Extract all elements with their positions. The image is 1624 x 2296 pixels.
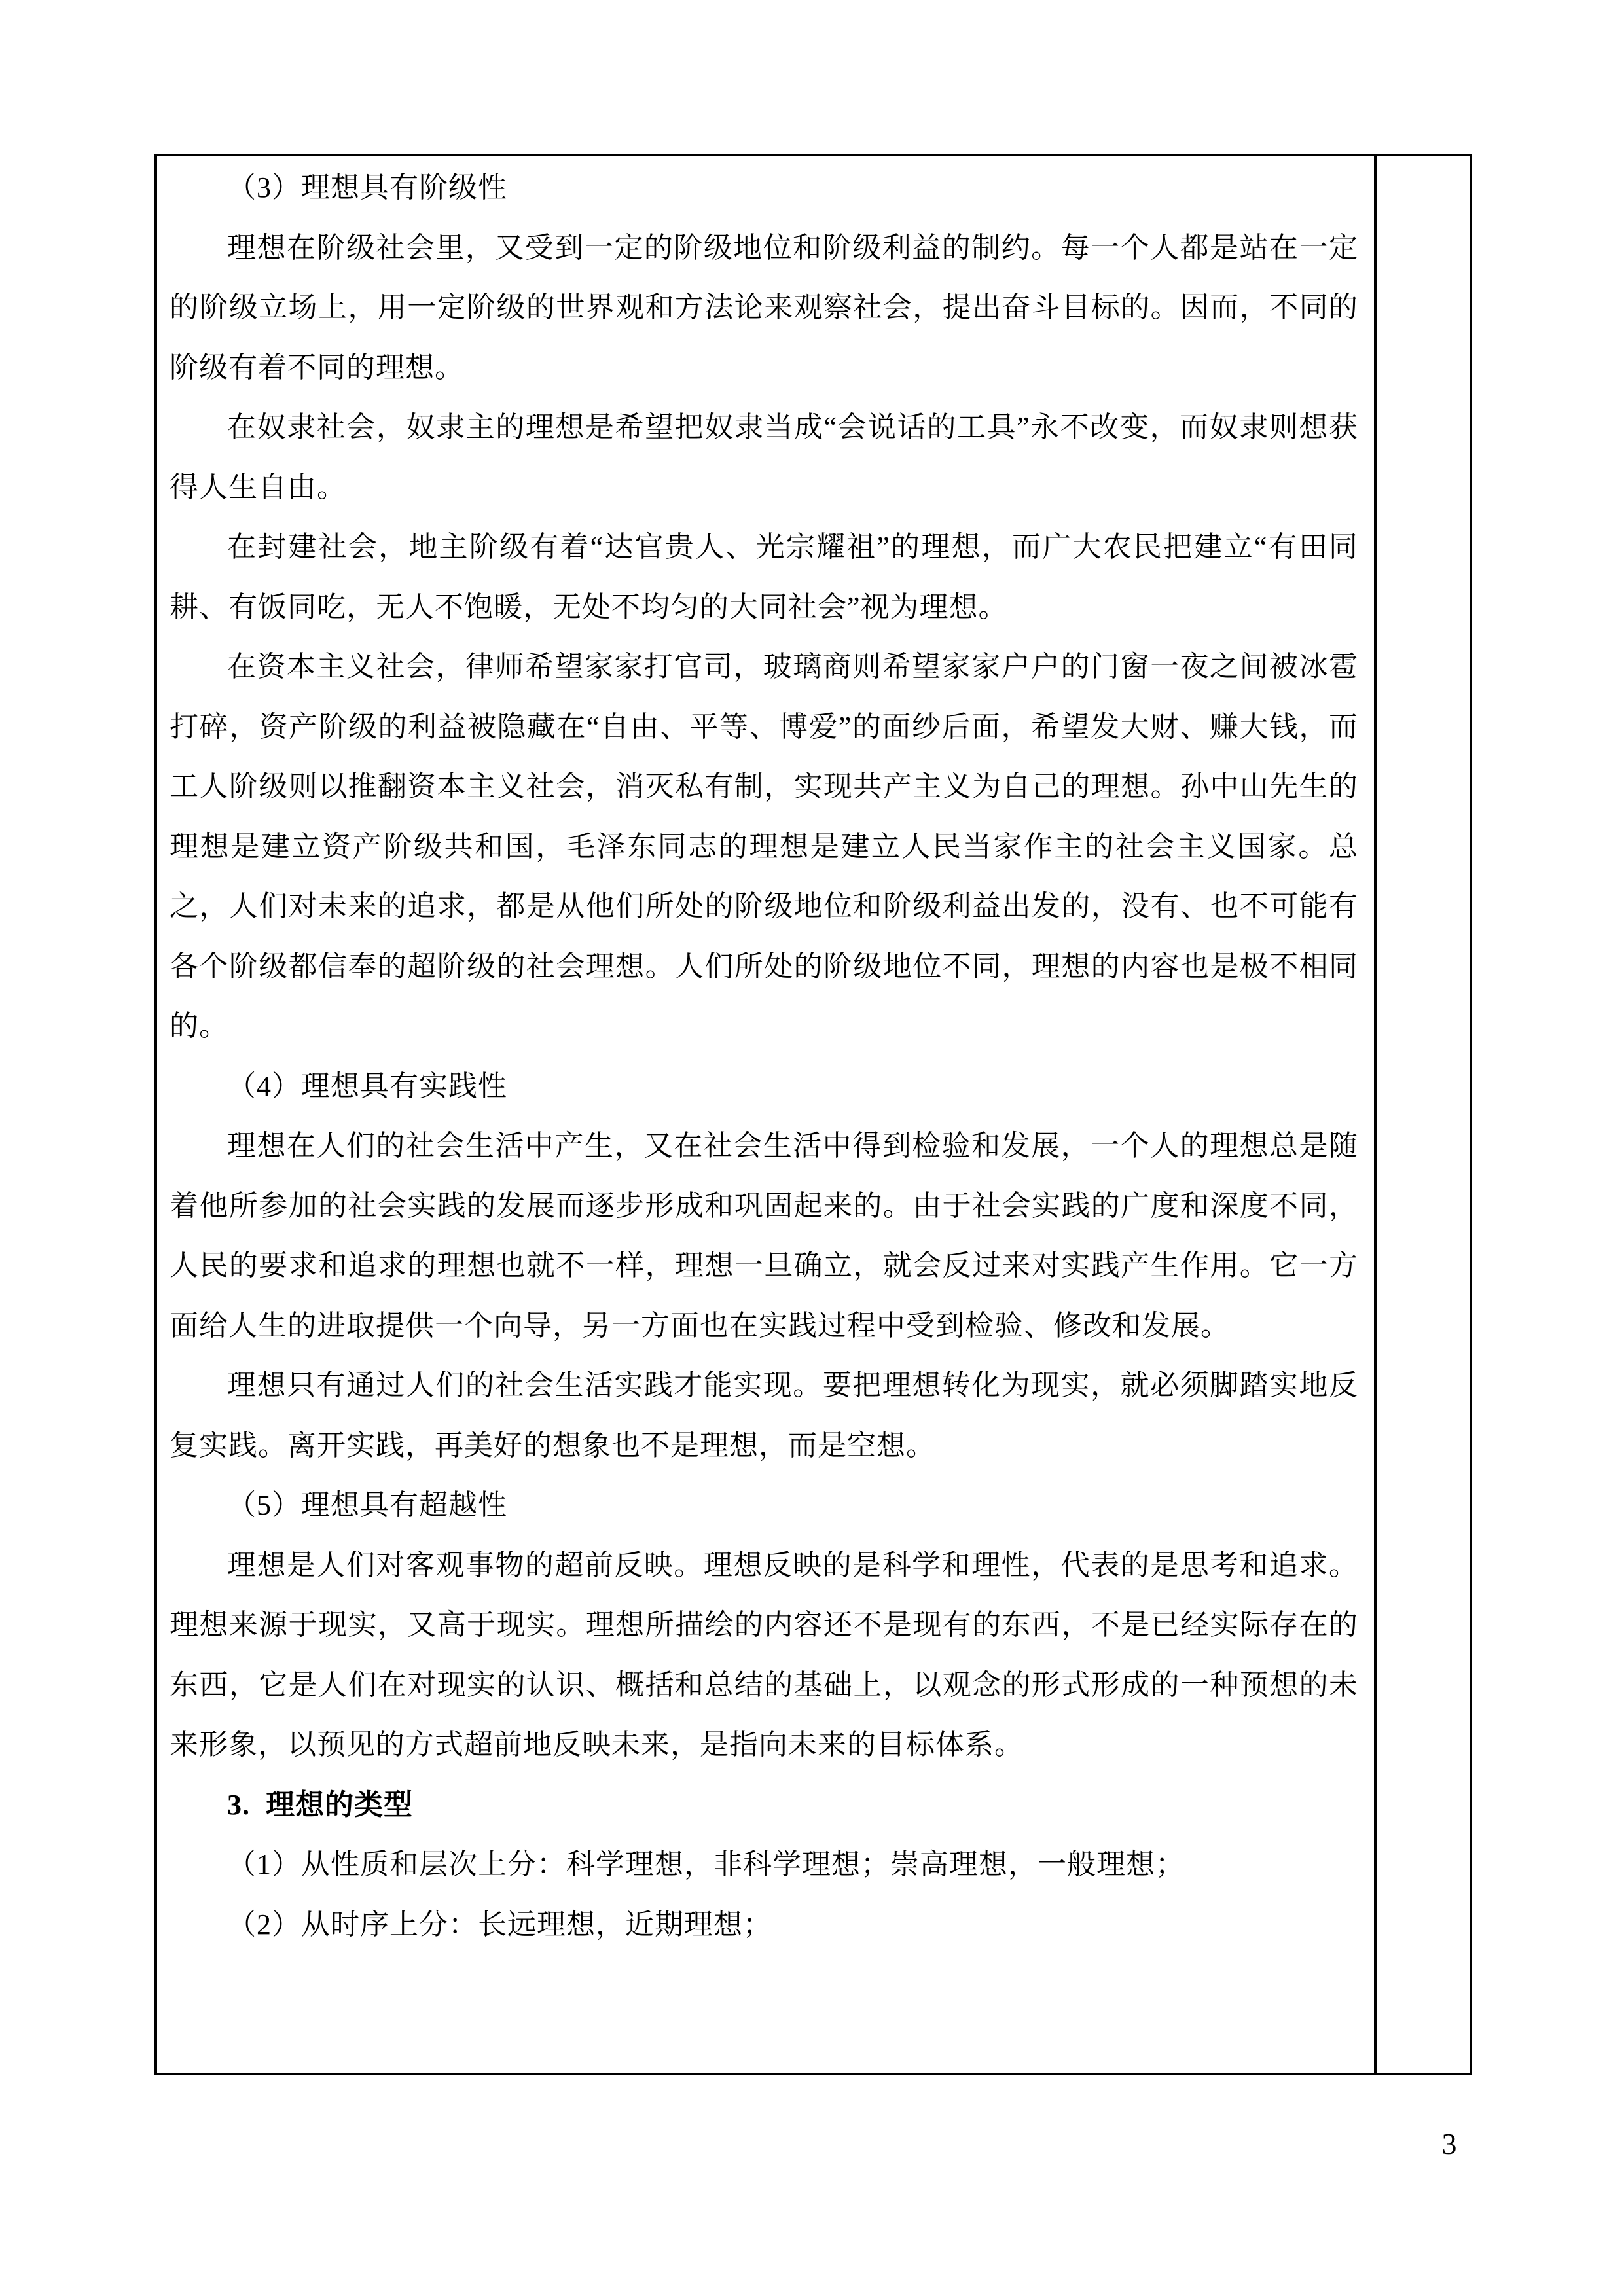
page-number: 3 (1441, 2127, 1457, 2161)
item-type-by-nature-level: （1）从性质和层次上分：科学理想，非科学理想；崇高理想，一般理想； (227, 1848, 1185, 1880)
para-transcendence: 理想是人们对客观事物的超前反映。理想反映的是科学和理性，代表的是思考和追求。理想来源于现实，又高于现实。理想所描绘的内容还不是现有的东西，不是已经实际存在的东西，它是人们在对现实的认识、概括和总结的基础上，以观念的形式形成的一种预想的未来形象，以预见的方式超前地反映未来，是指向未来的目标体系。 (170, 1549, 1358, 1761)
item-type-by-time-order: （2）从时序上分：长远理想，近期理想； (227, 1908, 772, 1941)
para-practice-realization: 理想只有通过人们的社会生活实践才能实现。要把理想转化为现实，就必须脚踏实地反复实践。离开实践，再美好的想象也不是理想，而是空想。 (170, 1369, 1358, 1462)
side-column-empty (1377, 156, 1470, 2073)
para-feudal-society: 在封建社会，地主阶级有着“达官贵人、光宗耀祖”的理想，而广大农民把建立“有田同耕、有饭同吃，无人不饱暖，无处不均匀的大同社会”视为理想。 (170, 531, 1358, 623)
para-slave-society: 在奴隶社会，奴隶主的理想是希望把奴隶当成“会说话的工具”永不改变，而奴隶则想获得人生自由。 (170, 411, 1358, 503)
heading-5-transcendence: （5）理想具有超越性 (227, 1489, 507, 1521)
para-practice-formation: 理想在人们的社会生活中产生，又在社会生活中得到检验和发展，一个人的理想总是随着他所参加的社会实践的发展而逐步形成和巩固起来的。由于社会实践的广度和深度不同，人民的要求和追求的理想也就不一样，理想一旦确立，就会反过来对实践产生作用。它一方面给人生的进取提供一个向导，另一方面也在实践过程中受到检验、修改和发展。 (170, 1130, 1358, 1342)
para-capitalist-society: 在资本主义社会，律师希望家家打官司，玻璃商则希望家家户户的门窗一夜之间被冰雹打碎，资产阶级的利益被隐藏在“自由、平等、博爱”的面纱后面，希望发大财、赚大钱，而工人阶级则以推翻资本主义社会，消灭私有制，实现共产主义为自己的理想。孙中山先生的理想是建立资产阶级共和国，毛泽东同志的理想是建立人民当家作主的社会主义国家。总之，人们对未来的追求，都是从他们所处的阶级地位和阶级利益出发的，没有、也不可能有各个阶级都信奉的超阶级的社会理想。人们所处的阶级地位不同，理想的内容也是极不相同的。 (170, 651, 1358, 1042)
content-table (154, 154, 1472, 2075)
heading-ideal-types: 3. 理想的类型 (227, 1788, 413, 1821)
heading-3-class-nature: （3）理想具有阶级性 (227, 171, 507, 204)
heading-4-practicality: （4）理想具有实践性 (227, 1069, 507, 1102)
main-text-cell (157, 156, 1377, 2073)
para-class-constraint: 理想在阶级社会里，又受到一定的阶级地位和阶级利益的制约。每一个人都是站在一定的阶级立场上，用一定阶级的世界观和方法论来观察社会，提出奋斗目标的。因而，不同的阶级有着不同的理想。 (170, 231, 1358, 384)
